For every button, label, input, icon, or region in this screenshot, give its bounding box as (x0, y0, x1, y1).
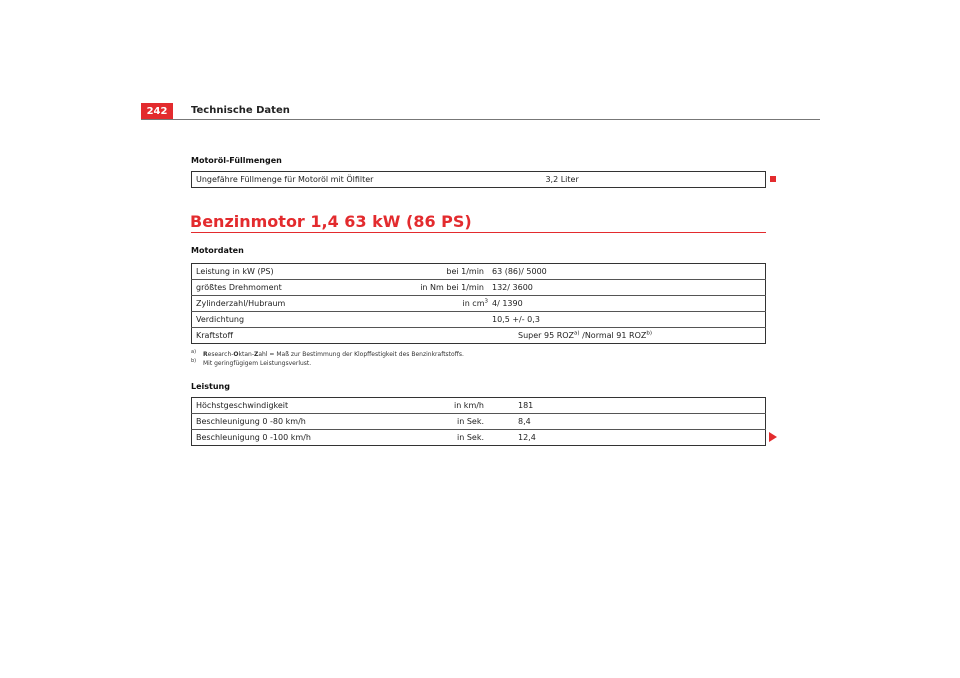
table-row (192, 312, 766, 328)
continue-arrow-icon (769, 432, 777, 442)
row-value (488, 328, 766, 344)
row-unit (350, 312, 488, 328)
row-unit (350, 328, 488, 344)
table-row (192, 264, 766, 280)
footnote-part: esearch- (207, 351, 234, 358)
row-unit: in Nm bei 1/min (350, 280, 488, 296)
row-value: 4/ 1390 (488, 296, 766, 312)
row-unit: in km/h (350, 398, 488, 414)
performance-table (191, 397, 766, 446)
row-value: 63 (86)/ 5000 (488, 264, 766, 280)
footnote-bold: R (203, 351, 208, 358)
oil-heading: Motoröl-Füllmengen (191, 156, 282, 165)
footnote-bold: O (233, 351, 239, 358)
row-label: Verdichtung (192, 312, 351, 328)
footnote-text (203, 350, 464, 359)
footnote-ref-b: b) (646, 330, 653, 337)
unit-text: in cm (462, 299, 485, 308)
table-row (192, 280, 766, 296)
footnote-ref-a: a) (574, 330, 580, 337)
footnote-mark: b) (191, 358, 197, 364)
page-number: 242 (141, 103, 173, 120)
footnote-part: ahl = Maß zur Bestimmung der Klopffestigkeit des Benzinkraftstoffs. (258, 351, 464, 358)
row-label: Höchstgeschwindigkeit (192, 398, 351, 414)
row-label: Beschleunigung 0 -80 km/h (192, 414, 351, 430)
row-label: Leistung in kW (PS) (192, 264, 351, 280)
row-label: Kraftstoff (192, 328, 351, 344)
footnote-part: ktan- (238, 351, 255, 358)
row-unit (350, 296, 488, 312)
row-unit: bei 1/min (350, 264, 488, 280)
row-label: größtes Drehmoment (192, 280, 351, 296)
footnotes (191, 350, 464, 368)
table-row (192, 414, 766, 430)
section-end-marker (770, 176, 776, 182)
title-divider (191, 232, 766, 233)
row-unit: in Sek. (350, 414, 488, 430)
table-row (192, 296, 766, 312)
page-header-title: Technische Daten (191, 105, 290, 116)
row-value: 181 (488, 398, 766, 414)
fuel-normal: /Normal 91 ROZ (579, 331, 647, 340)
row-value: 132/ 3600 (488, 280, 766, 296)
table-row (192, 398, 766, 414)
footnote-a (191, 350, 464, 359)
oil-label: Ungefähre Füllmenge für Motoröl mit Ölfilter (192, 172, 378, 188)
footnote-mark: a) (191, 349, 197, 355)
performance-heading: Leistung (191, 382, 230, 391)
footnote-b (191, 359, 464, 368)
row-unit: in Sek. (350, 430, 488, 446)
footnote-bold: Z (254, 351, 259, 358)
table-row (192, 328, 766, 344)
engine-table (191, 263, 766, 344)
row-value: 12,4 (488, 430, 766, 446)
table-row (192, 172, 766, 188)
engine-heading: Motordaten (191, 246, 244, 255)
row-label: Zylinderzahl/Hubraum (192, 296, 351, 312)
row-label: Beschleunigung 0 -100 km/h (192, 430, 351, 446)
row-value: 10,5 +/- 0,3 (488, 312, 766, 328)
oil-table (191, 171, 766, 188)
header-divider (141, 119, 820, 120)
row-value: 8,4 (488, 414, 766, 430)
oil-unit (377, 172, 515, 188)
table-row (192, 430, 766, 446)
page-title: Benzinmotor 1,4 63 kW (86 PS) (190, 212, 472, 231)
footnote-text: Mit geringfügigem Leistungsverlust. (203, 360, 312, 367)
oil-value: 3,2 Liter (515, 172, 765, 188)
fuel-super: Super 95 ROZ (518, 331, 575, 340)
unit-superscript: 3 (484, 298, 488, 305)
